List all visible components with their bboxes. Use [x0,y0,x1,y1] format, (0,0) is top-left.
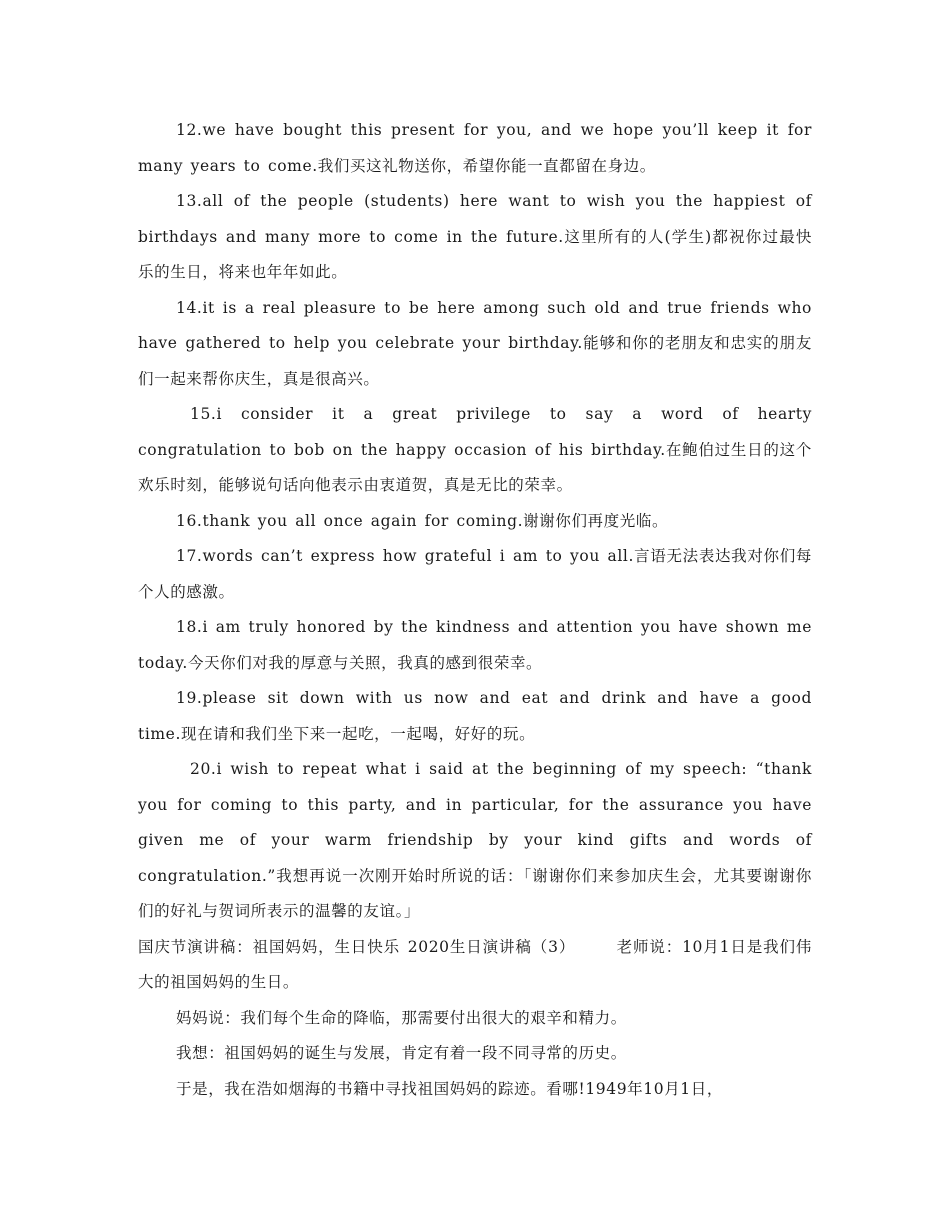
paragraph-item-12: 12.we have bought this present for you, and we hope you’ll keep it for many years to come.我们买这礼物送你，希望你能一直都留在身边。 [138,121,812,175]
paragraph-item-16: 16.thank you all once again for coming.谢谢你们再度光临。 [176,511,669,530]
paragraph-item-20: 20.i wish to repeat what i said at the beginning of my speech: “thank you for coming to this party, and in particular, for the assurance you have given me of your warm friendship by your kind gifts and words of congratulation.”我想再说一次刚开始时所说的话：「谢谢你们来参加庆生会，尤其要谢谢你们的好礼与贺词所表示的温馨的友谊。」 [138,760,812,920]
document-page [138,113,812,1107]
paragraph-item-17: 17.words can’t express how grateful i am to you all.言语无法表达我对你们每个人的感激。 [138,547,812,601]
paragraph-item-14: 14.it is a real pleasure to be here among such old and true friends who have gathered to help you celebrate your birthday.能够和你的老朋友和忠实的朋友们一起来帮你庆生，真是很高兴。 [138,298,812,388]
paragraph-item-15: 15.i consider it a great privilege to say a word of hearty congratulation to bob on the happy occasion of his birthday.在鲍伯过生日的这个欢乐时刻，能够说句话向他表示由衷道贺，真是无比的荣幸。 [138,405,812,494]
paragraph-item-18: 18.i am truly honored by the kindness and attention you have shown me today.今天你们对我的厚意与关照，我真的感到很荣幸。 [138,618,812,672]
paragraph-so-i: 于是，我在浩如烟海的书籍中寻找祖国妈妈的踪迹。看哪!1949年10月1日， [176,1079,723,1098]
paragraph-item-13: 13.all of the people (students) here want to wish you the happiest of birthdays and many more to come in the future.这里所有的人(学生)都祝你过最快乐的生日，将来也年年如此。 [138,192,812,281]
paragraph-i-think: 我想：祖国妈妈的诞生与发展，肯定有着一段不同寻常的历史。 [176,1044,627,1062]
paragraph-item-19: 19.please sit down with us now and eat and drink and have a good time.现在请和我们坐下来一起吃，一起喝，好好的玩。 [138,689,812,743]
paragraph-mother-says: 妈妈说：我们每个生命的降临，那需要付出很大的艰辛和精力。 [176,1008,627,1027]
section-heading-paragraph: 国庆节演讲稿：祖国妈妈，生日快乐 2020生日演讲稿（3） 老师说：10月1日是我们伟大的祖国妈妈的生日。 [138,937,812,991]
